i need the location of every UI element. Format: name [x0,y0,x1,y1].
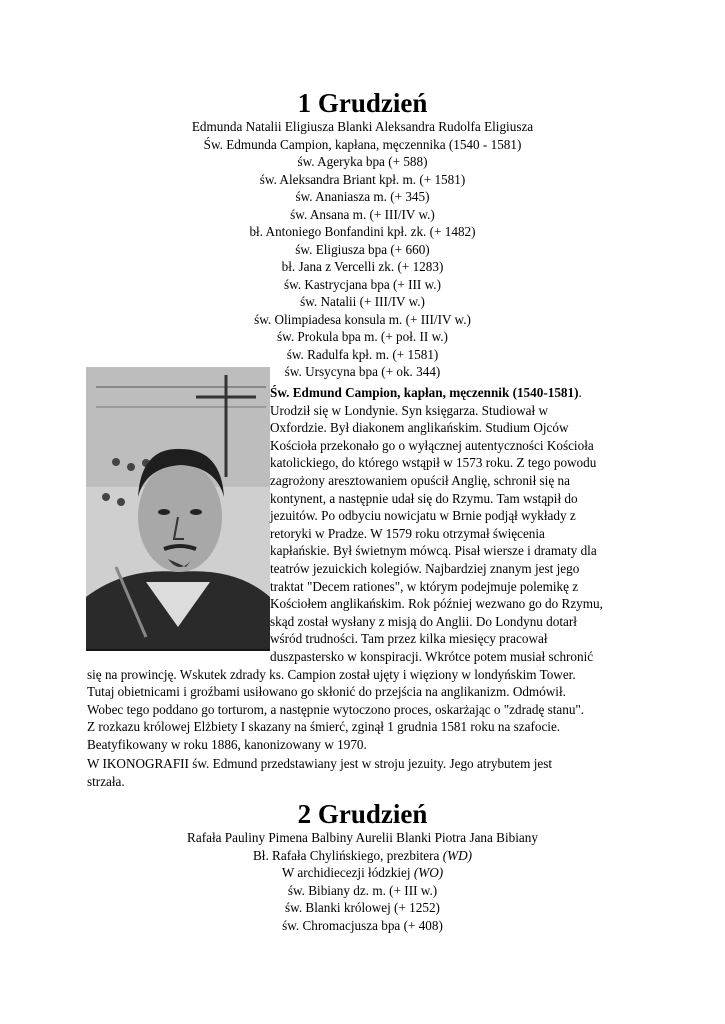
day1-title: 1 Grudzień [297,88,428,118]
day1-saint: św. Ananiasza m. (+ 345) [295,189,430,204]
bio-line: kontynent, a następnie udał się do Rzymu. Tam wstąpił do [270,490,578,506]
bio-line: kapłańskie. Był świetnym mówcą. Pisał wiersze i dramaty dla [270,543,597,559]
iconography-line: W IKONOGRAFII św. Edmund przedstawiany jest w stroju jezuity. Jego atrybutem jest [87,756,553,771]
bio-line: skąd został wysłany z misją do Anglii. Do Londynu dotarł [270,613,577,629]
day2-names: Rafała Pauliny Pimena Balbiny Aurelii Blanki Piotra Jana Bibiany [187,830,538,845]
day1-saint: św. Radulfa kpł. m. (+ 1581) [286,346,439,362]
bio-line: Kościoła przekonało go o wyłącznej autentyczności Kościoła [270,437,594,453]
bio-heading-end: . [578,385,582,400]
bio-line: retoryki w Pradze. W 1579 roku otrzymał święcenia [270,525,545,541]
day1-saint: św. Ageryka bpa (+ 588) [297,154,428,169]
day1-saint: Św. Edmunda Campion, kapłana, męczennika (1540 - 1581) [203,136,522,152]
bio-line: wśród trudności. Tam przez kilka miesięcy pracował [270,631,548,647]
bio-line: Oxfordzie. Był diakonem anglikańskim. Studium Ojców [270,420,569,436]
day2-list [0,829,725,934]
bio-line: teatrów jezuickich kolegiów. Najbardziej znanym jest jego [270,560,580,576]
day2-saint: św. Chromacjusza bpa (+ 408) [282,917,443,933]
campion-biography [87,384,640,753]
bio-line: traktat "Decem rationes", w którym podejmuje polemikę z [270,578,579,594]
day1-saint: św. Prokula bpa m. (+ poł. II w.) [277,329,448,344]
day1-saint: św. Olimpiadesa konsula m. (+ III/IV w.) [254,311,471,327]
bio-line: się na prowincję. Wskutek zdrady ks. Campion został ujęty i więziony w londyńskim Tower. [87,666,576,682]
day2-saint: św. Bibiany dz. m. (+ III w.) [287,882,438,898]
day1-saint: św. Ursycyna bpa (+ ok. 344) [284,364,441,379]
bio-line: Beatyfikowany w roku 1886, kanonizowany w 1970. [87,736,367,752]
day2-line: Bł. Rafała Chylińskiego, prezbitera (WD) [253,847,472,863]
bio-line: Z rozkazu królowej Elżbiety I skazany na śmierć, zginął 1 grudnia 1581 roku na szafocie. [87,719,561,735]
day2-tag: (WO) [413,865,444,880]
bio-line: duszpastersko w konspiracji. Wkrótce potem musiał schronić [270,648,594,664]
bio-heading-line [87,384,640,402]
day1-saint: św. Eligiusza bpa (+ 660) [295,241,430,257]
iconography-paragraph [87,755,640,790]
day1-saint: św. Aleksandra Briant kpł. m. (+ 1581) [259,171,466,187]
bio-heading: Św. Edmund Campion, kapłan, męczennik (1540-1581) [270,385,579,400]
bio-line: Wobec tego poddano go torturom, a następnie wytoczono proces, oskarżając o "zdradę stanu". [87,701,585,717]
day1-saint: św. Ansana m. (+ III/IV w.) [290,206,435,222]
day2-line: W archidiecezji łódzkiej (WO) [281,865,444,880]
bio-line: katolickiego, do którego wstąpił w 1573 roku. Z tego powodu [270,455,597,471]
day2-saint: św. Blanki królowej (+ 1252) [285,900,440,915]
bio-line: zagrożony aresztowaniem opuścił Anglię, schronił się na [270,472,570,488]
bio-line: Kościołem anglikańskim. Rok później wezwano go do Rzymu, [270,596,603,612]
day1-saint: bł. Jana z Vercelli zk. (+ 1283) [281,259,444,274]
iconography-line: strzała. [87,773,125,789]
day1-saint: bł. Antoniego Bonfandini kpł. zk. (+ 1482) [249,224,476,239]
bio-line: Tutaj obietnicami i groźbami usiłowano go skłonić do przejścia na anglikanizm. Odmówił. [87,684,566,700]
day2-title: 2 Grudzień [297,799,428,829]
day1-saint: św. Kastrycjana bpa (+ III w.) [284,276,441,292]
day1-list [0,118,725,381]
day1-names: Edmunda Natalii Eligiusza Blanki Aleksandra Rudolfa Eligiusza [191,119,534,134]
bio-line: Urodził się w Londynie. Syn księgarza. Studiował w [270,402,548,418]
bio-line: jezuitów. Po odbyciu nowicjatu w Brnie podjął wykłady z [270,508,576,524]
day2-tag: (WD) [442,847,472,863]
day1-saint: św. Natalii (+ III/IV w.) [300,294,425,309]
